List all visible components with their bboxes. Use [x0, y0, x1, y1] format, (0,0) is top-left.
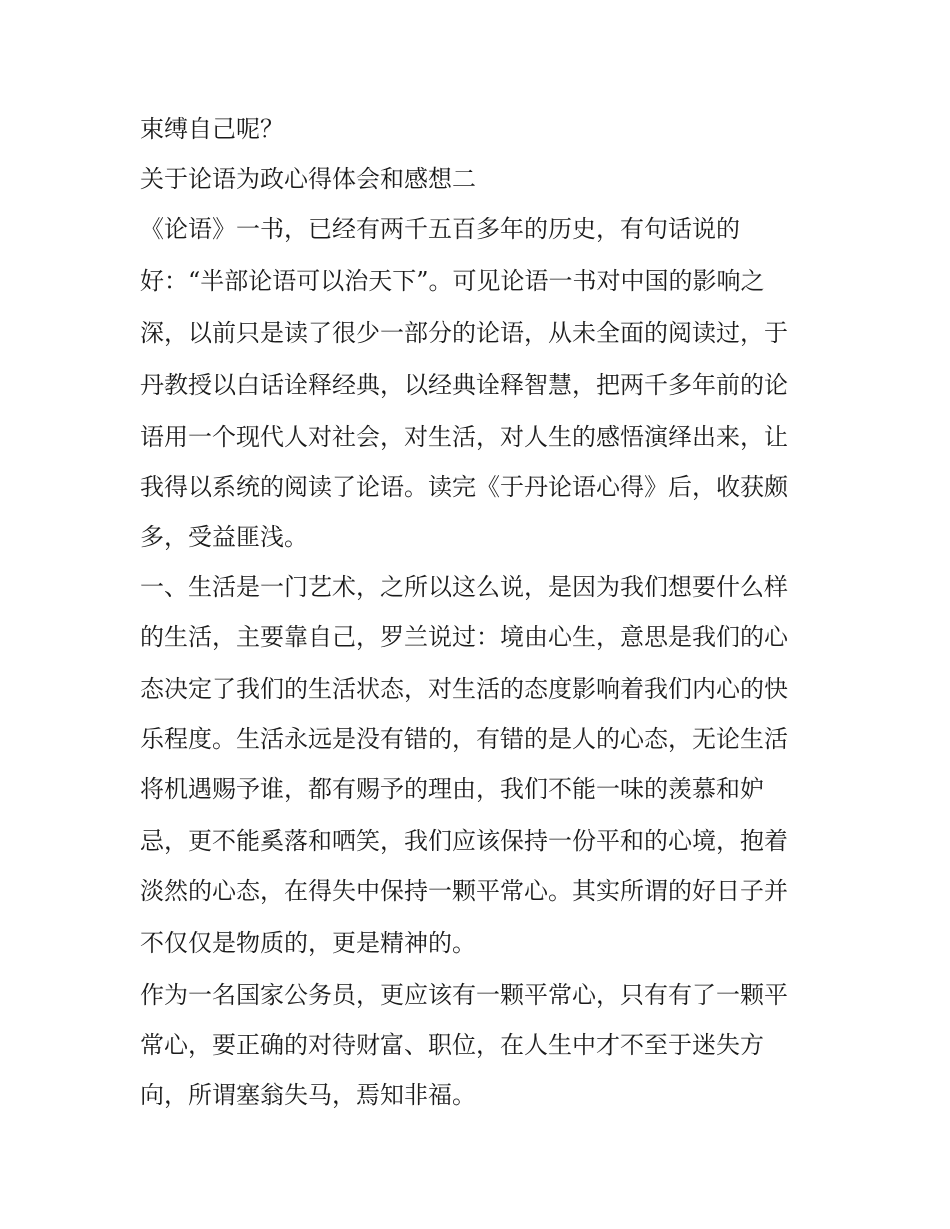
section-heading: 关于论语为政心得体会和感想二 — [140, 165, 476, 193]
text-line: 深，以前只是读了很少一部分的论语，从未全面的阅读过，于 — [140, 319, 788, 347]
text-line: 束缚自己呢？ — [140, 115, 284, 143]
text-line: 向，所谓塞翁失马，焉知非福。 — [140, 1081, 476, 1109]
text-line: 常心，要正确的对待财富、职位，在人生中才不至于迷失方 — [140, 1031, 764, 1059]
text-line: 我得以系统的阅读了论语。读完《于丹论语心得》后，收获颇 — [140, 473, 788, 501]
text-line: 态决定了我们的生活状态，对生活的态度影响着我们内心的快 — [140, 675, 788, 703]
text-line: 乐程度。生活永远是没有错的，有错的是人的心态，无论生活 — [140, 725, 788, 753]
text-line: 的生活，主要靠自己，罗兰说过：境由心生，意思是我们的心 — [140, 623, 788, 651]
text-line: 多，受益匪浅。 — [140, 523, 308, 551]
text-line: 淡然的心态，在得失中保持一颗平常心。其实所谓的好日子并 — [140, 877, 788, 905]
text-line: 好：“半部论语可以治天下”。可见论语一书对中国的影响之 — [140, 267, 765, 295]
text-line: 《论语》一书，已经有两千五百多年的历史，有句话说的 — [140, 215, 740, 243]
text-line: 忌，更不能奚落和哂笑，我们应该保持一份平和的心境，抱着 — [140, 827, 788, 855]
text-line: 将机遇赐予谁，都有赐予的理由，我们不能一味的羡慕和妒 — [140, 775, 764, 803]
text-line: 不仅仅是物质的，更是精神的。 — [140, 929, 476, 957]
text-line: 丹教授以白话诠释经典，以经典诠释智慧，把两千多年前的论 — [140, 371, 788, 399]
text-line: 语用一个现代人对社会，对生活，对人生的感悟演绎出来，让 — [140, 423, 788, 451]
text-line: 作为一名国家公务员，更应该有一颗平常心，只有有了一颗平 — [140, 981, 788, 1009]
text-line: 一、生活是一门艺术，之所以这么说，是因为我们想要什么样 — [140, 573, 788, 601]
